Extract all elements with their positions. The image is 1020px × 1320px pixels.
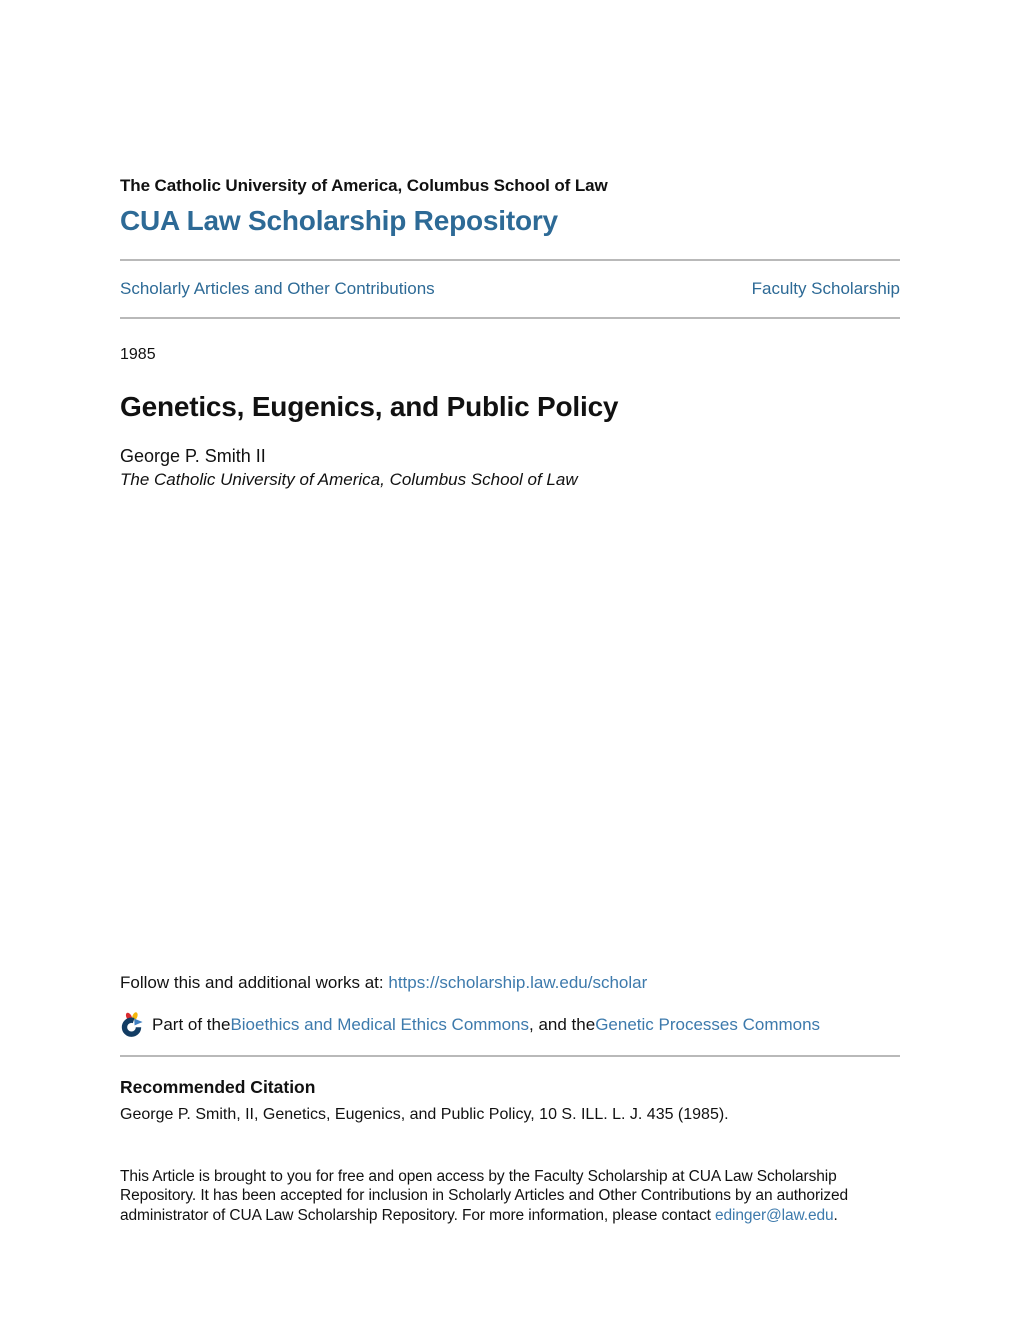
part-of-connector: , and the (529, 1014, 596, 1034)
article-header (120, 344, 900, 1038)
access-statement-line: This Article is brought to you for free and open access by the Faculty Scholarship at CUA Law Scholarship (120, 1168, 837, 1185)
access-statement-line: Repository. It has been accepted for inclusion in Scholarly Articles and Other Contributions by an authorized (120, 1187, 849, 1205)
collection-nav (120, 278, 900, 300)
nav-faculty-scholarship-link[interactable]: Faculty Scholarship (751, 279, 900, 298)
sentence-period: . (833, 1206, 838, 1224)
repository-header (120, 175, 900, 238)
institution-name: The Catholic University of America, Columbus School of Law (120, 176, 608, 195)
citation-text: George P. Smith, II, Genetics, Eugenics, and Public Policy, 10 S. ILL. L. J. 435 (1985). (120, 1106, 729, 1123)
nav-collection-link[interactable]: Scholarly Articles and Other Contributions (120, 279, 435, 298)
divider-nav (120, 317, 900, 319)
follow-works-label: Follow this and additional works at: (120, 973, 389, 992)
commons-link-bioethics[interactable]: Bioethics and Medical Ethics Commons (230, 1014, 530, 1034)
repository-title: CUA Law Scholarship Repository (120, 205, 558, 236)
recommended-citation-heading: Recommended Citation (120, 1077, 316, 1097)
author-name: George P. Smith II (120, 446, 266, 466)
commons-link-genetic-processes[interactable]: Genetic Processes Commons (595, 1014, 821, 1034)
part-of-label: Part of the (152, 1014, 231, 1034)
divider-top (120, 259, 900, 261)
document-page (120, 0, 900, 1225)
article-title: Genetics, Eugenics, and Public Policy (120, 391, 619, 422)
follow-works-line (120, 972, 900, 994)
author-affiliation: The Catholic University of America, Columbus School of Law (120, 470, 578, 489)
publication-year: 1985 (120, 346, 156, 363)
access-statement (120, 1167, 900, 1225)
access-statement-line (120, 1206, 900, 1225)
digital-commons-network-icon (120, 1011, 145, 1038)
recommended-citation-section (120, 1076, 900, 1126)
blank-space (120, 491, 900, 955)
contact-email-link[interactable]: edinger@law.edu (715, 1206, 834, 1224)
part-of-line (120, 1011, 900, 1038)
contact-label: administrator of CUA Law Scholarship Repository. For more information, please contact (120, 1206, 716, 1224)
repository-url-link[interactable]: https://scholarship.law.edu/scholar (388, 973, 648, 992)
divider-citation (120, 1055, 900, 1057)
